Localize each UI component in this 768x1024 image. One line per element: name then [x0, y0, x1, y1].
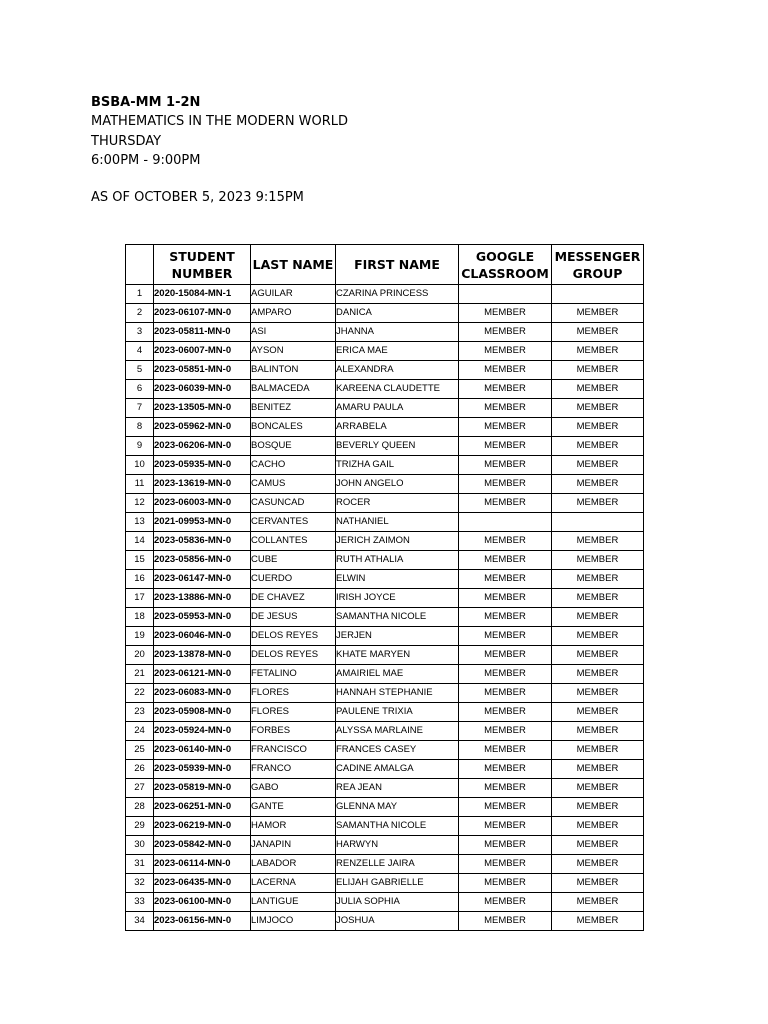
- table-row: [126, 342, 644, 361]
- messenger-group-cell: MEMBER: [552, 361, 644, 380]
- student-number-cell: 2023-06083-MN-0: [154, 684, 251, 703]
- last-name-cell: CERVANTES: [251, 513, 336, 532]
- messenger-group-cell: MEMBER: [552, 646, 644, 665]
- table-row: [126, 646, 644, 665]
- row-number: 22: [126, 684, 154, 703]
- row-number: 8: [126, 418, 154, 437]
- table-row: [126, 437, 644, 456]
- student-number-cell: 2023-06039-MN-0: [154, 380, 251, 399]
- student-number-cell: 2023-13886-MN-0: [154, 589, 251, 608]
- first-name-cell: RUTH ATHALIA: [336, 551, 459, 570]
- first-name-cell: ROCER: [336, 494, 459, 513]
- last-name-cell: CASUNCAD: [251, 494, 336, 513]
- last-name-cell: AGUILAR: [251, 285, 336, 304]
- first-name-cell: PAULENE TRIXIA: [336, 703, 459, 722]
- google-classroom-cell: MEMBER: [459, 323, 552, 342]
- last-name-cell: FLORES: [251, 684, 336, 703]
- google-classroom-cell: MEMBER: [459, 874, 552, 893]
- last-name-cell: BENITEZ: [251, 399, 336, 418]
- student-number-cell: 2023-06435-MN-0: [154, 874, 251, 893]
- google-classroom-cell: MEMBER: [459, 912, 552, 931]
- table-row: [126, 912, 644, 931]
- last-name-cell: BALINTON: [251, 361, 336, 380]
- google-classroom-cell: MEMBER: [459, 836, 552, 855]
- student-number-cell: 2023-05953-MN-0: [154, 608, 251, 627]
- row-number: 21: [126, 665, 154, 684]
- table-row: [126, 475, 644, 494]
- google-classroom-cell: [459, 285, 552, 304]
- google-classroom-cell: MEMBER: [459, 722, 552, 741]
- table-row: [126, 760, 644, 779]
- row-number: 12: [126, 494, 154, 513]
- row-number: 1: [126, 285, 154, 304]
- student-number-cell: 2023-06219-MN-0: [154, 817, 251, 836]
- row-number: 25: [126, 741, 154, 760]
- header-last-name: LAST NAME: [251, 245, 336, 285]
- section-title: BSBA-MM 1-2N: [91, 95, 201, 110]
- row-number: 27: [126, 779, 154, 798]
- google-classroom-cell: MEMBER: [459, 418, 552, 437]
- table-row: [126, 874, 644, 893]
- messenger-group-cell: MEMBER: [552, 342, 644, 361]
- first-name-cell: REA JEAN: [336, 779, 459, 798]
- last-name-cell: HAMOR: [251, 817, 336, 836]
- student-number-cell: 2020-15084-MN-1: [154, 285, 251, 304]
- messenger-group-cell: MEMBER: [552, 608, 644, 627]
- first-name-cell: JOHN ANGELO: [336, 475, 459, 494]
- table-row: [126, 589, 644, 608]
- row-number: 20: [126, 646, 154, 665]
- student-number-cell: 2023-05811-MN-0: [154, 323, 251, 342]
- last-name-cell: JANAPIN: [251, 836, 336, 855]
- student-number-cell: 2023-06156-MN-0: [154, 912, 251, 931]
- table-row: [126, 608, 644, 627]
- messenger-group-cell: MEMBER: [552, 627, 644, 646]
- google-classroom-cell: MEMBER: [459, 456, 552, 475]
- messenger-group-cell: MEMBER: [552, 703, 644, 722]
- messenger-group-cell: MEMBER: [552, 437, 644, 456]
- last-name-cell: DE JESUS: [251, 608, 336, 627]
- table-row: [126, 323, 644, 342]
- last-name-cell: AMPARO: [251, 304, 336, 323]
- first-name-cell: AMARU PAULA: [336, 399, 459, 418]
- student-number-cell: 2023-06003-MN-0: [154, 494, 251, 513]
- student-number-cell: 2023-06206-MN-0: [154, 437, 251, 456]
- google-classroom-cell: MEMBER: [459, 342, 552, 361]
- last-name-cell: CUERDO: [251, 570, 336, 589]
- student-number-cell: 2023-05935-MN-0: [154, 456, 251, 475]
- row-number: 16: [126, 570, 154, 589]
- first-name-cell: GLENNA MAY: [336, 798, 459, 817]
- row-number: 30: [126, 836, 154, 855]
- first-name-cell: IRISH JOYCE: [336, 589, 459, 608]
- table-row: [126, 741, 644, 760]
- google-classroom-cell: MEMBER: [459, 589, 552, 608]
- messenger-group-cell: MEMBER: [552, 741, 644, 760]
- last-name-cell: ASI: [251, 323, 336, 342]
- header-num: [126, 245, 154, 285]
- table-row: [126, 361, 644, 380]
- messenger-group-cell: MEMBER: [552, 874, 644, 893]
- last-name-cell: COLLANTES: [251, 532, 336, 551]
- messenger-group-cell: MEMBER: [552, 475, 644, 494]
- table-row: [126, 817, 644, 836]
- google-classroom-cell: MEMBER: [459, 665, 552, 684]
- first-name-cell: CADINE AMALGA: [336, 760, 459, 779]
- google-classroom-cell: MEMBER: [459, 893, 552, 912]
- messenger-group-cell: MEMBER: [552, 760, 644, 779]
- row-number: 34: [126, 912, 154, 931]
- table-row: [126, 380, 644, 399]
- row-number: 24: [126, 722, 154, 741]
- messenger-group-cell: MEMBER: [552, 456, 644, 475]
- table-row: [126, 304, 644, 323]
- row-number: 29: [126, 817, 154, 836]
- messenger-group-cell: MEMBER: [552, 380, 644, 399]
- google-classroom-cell: MEMBER: [459, 494, 552, 513]
- student-number-cell: 2023-05819-MN-0: [154, 779, 251, 798]
- table-row: [126, 836, 644, 855]
- last-name-cell: FRANCO: [251, 760, 336, 779]
- table-row: [126, 399, 644, 418]
- row-number: 19: [126, 627, 154, 646]
- row-number: 3: [126, 323, 154, 342]
- row-number: 13: [126, 513, 154, 532]
- messenger-group-cell: MEMBER: [552, 836, 644, 855]
- last-name-cell: LACERNA: [251, 874, 336, 893]
- last-name-cell: FORBES: [251, 722, 336, 741]
- first-name-cell: FRANCES CASEY: [336, 741, 459, 760]
- first-name-cell: ALEXANDRA: [336, 361, 459, 380]
- last-name-cell: CUBE: [251, 551, 336, 570]
- row-number: 18: [126, 608, 154, 627]
- last-name-cell: DE CHAVEZ: [251, 589, 336, 608]
- messenger-group-cell: MEMBER: [552, 722, 644, 741]
- student-number-cell: 2023-05908-MN-0: [154, 703, 251, 722]
- first-name-cell: NATHANIEL: [336, 513, 459, 532]
- messenger-group-cell: MEMBER: [552, 551, 644, 570]
- messenger-group-cell: MEMBER: [552, 684, 644, 703]
- header-messenger-group: MESSENGER GROUP: [552, 245, 644, 285]
- first-name-cell: RENZELLE JAIRA: [336, 855, 459, 874]
- row-number: 28: [126, 798, 154, 817]
- student-number-cell: 2023-06046-MN-0: [154, 627, 251, 646]
- google-classroom-cell: MEMBER: [459, 817, 552, 836]
- first-name-cell: BEVERLY QUEEN: [336, 437, 459, 456]
- last-name-cell: DELOS REYES: [251, 627, 336, 646]
- google-classroom-cell: MEMBER: [459, 551, 552, 570]
- first-name-cell: JERICH ZAIMON: [336, 532, 459, 551]
- google-classroom-cell: MEMBER: [459, 703, 552, 722]
- student-number-cell: 2023-06121-MN-0: [154, 665, 251, 684]
- first-name-cell: DANICA: [336, 304, 459, 323]
- last-name-cell: FRANCISCO: [251, 741, 336, 760]
- row-number: 33: [126, 893, 154, 912]
- row-number: 4: [126, 342, 154, 361]
- messenger-group-cell: MEMBER: [552, 304, 644, 323]
- messenger-group-cell: MEMBER: [552, 323, 644, 342]
- header-student-number: STUDENT NUMBER: [154, 245, 251, 285]
- google-classroom-cell: MEMBER: [459, 608, 552, 627]
- first-name-cell: SAMANTHA NICOLE: [336, 817, 459, 836]
- google-classroom-cell: MEMBER: [459, 570, 552, 589]
- last-name-cell: LABADOR: [251, 855, 336, 874]
- last-name-cell: GABO: [251, 779, 336, 798]
- table-row: [126, 779, 644, 798]
- table-row: [126, 665, 644, 684]
- messenger-group-cell: MEMBER: [552, 532, 644, 551]
- last-name-cell: AYSON: [251, 342, 336, 361]
- last-name-cell: BALMACEDA: [251, 380, 336, 399]
- row-number: 15: [126, 551, 154, 570]
- messenger-group-cell: [552, 513, 644, 532]
- last-name-cell: CACHO: [251, 456, 336, 475]
- first-name-cell: KHATE MARYEN: [336, 646, 459, 665]
- student-number-cell: 2023-06007-MN-0: [154, 342, 251, 361]
- last-name-cell: BONCALES: [251, 418, 336, 437]
- table-row: [126, 551, 644, 570]
- row-number: 2: [126, 304, 154, 323]
- table-row: [126, 893, 644, 912]
- header-first-name: FIRST NAME: [336, 245, 459, 285]
- student-roster-table: [125, 244, 644, 931]
- student-number-cell: 2023-06147-MN-0: [154, 570, 251, 589]
- google-classroom-cell: MEMBER: [459, 798, 552, 817]
- row-number: 5: [126, 361, 154, 380]
- table-row: [126, 570, 644, 589]
- row-number: 9: [126, 437, 154, 456]
- first-name-cell: HANNAH STEPHANIE: [336, 684, 459, 703]
- table-row: [126, 684, 644, 703]
- student-number-cell: 2023-05939-MN-0: [154, 760, 251, 779]
- row-number: 23: [126, 703, 154, 722]
- messenger-group-cell: [552, 285, 644, 304]
- messenger-group-cell: MEMBER: [552, 494, 644, 513]
- google-classroom-cell: MEMBER: [459, 380, 552, 399]
- last-name-cell: FLORES: [251, 703, 336, 722]
- student-number-cell: 2023-05856-MN-0: [154, 551, 251, 570]
- google-classroom-cell: MEMBER: [459, 475, 552, 494]
- table-row: [126, 418, 644, 437]
- last-name-cell: FETALINO: [251, 665, 336, 684]
- table-row: [126, 855, 644, 874]
- student-number-cell: 2023-06114-MN-0: [154, 855, 251, 874]
- first-name-cell: TRIZHA GAIL: [336, 456, 459, 475]
- student-number-cell: 2023-13505-MN-0: [154, 399, 251, 418]
- google-classroom-cell: MEMBER: [459, 684, 552, 703]
- messenger-group-cell: MEMBER: [552, 817, 644, 836]
- row-number: 32: [126, 874, 154, 893]
- google-classroom-cell: MEMBER: [459, 304, 552, 323]
- google-classroom-cell: MEMBER: [459, 646, 552, 665]
- student-number-cell: 2023-06107-MN-0: [154, 304, 251, 323]
- messenger-group-cell: MEMBER: [552, 570, 644, 589]
- course-title: MATHEMATICS IN THE MODERN WORLD: [91, 114, 349, 130]
- table-body: [126, 285, 644, 931]
- first-name-cell: ALYSSA MARLAINE: [336, 722, 459, 741]
- messenger-group-cell: MEMBER: [552, 855, 644, 874]
- last-name-cell: DELOS REYES: [251, 646, 336, 665]
- first-name-cell: ELIJAH GABRIELLE: [336, 874, 459, 893]
- messenger-group-cell: MEMBER: [552, 399, 644, 418]
- first-name-cell: ELWIN: [336, 570, 459, 589]
- google-classroom-cell: MEMBER: [459, 361, 552, 380]
- google-classroom-cell: [459, 513, 552, 532]
- student-number-cell: 2023-05851-MN-0: [154, 361, 251, 380]
- messenger-group-cell: MEMBER: [552, 665, 644, 684]
- messenger-group-cell: MEMBER: [552, 912, 644, 931]
- table-row: [126, 703, 644, 722]
- messenger-group-cell: MEMBER: [552, 779, 644, 798]
- row-number: 26: [126, 760, 154, 779]
- student-number-cell: 2023-05962-MN-0: [154, 418, 251, 437]
- row-number: 6: [126, 380, 154, 399]
- google-classroom-cell: MEMBER: [459, 399, 552, 418]
- messenger-group-cell: MEMBER: [552, 418, 644, 437]
- document-header: [91, 93, 348, 207]
- messenger-group-cell: MEMBER: [552, 798, 644, 817]
- student-number-cell: 2023-13878-MN-0: [154, 646, 251, 665]
- last-name-cell: CAMUS: [251, 475, 336, 494]
- last-name-cell: BOSQUE: [251, 437, 336, 456]
- google-classroom-cell: MEMBER: [459, 760, 552, 779]
- student-number-cell: 2023-05836-MN-0: [154, 532, 251, 551]
- student-number-cell: 2021-09953-MN-0: [154, 513, 251, 532]
- first-name-cell: SAMANTHA NICOLE: [336, 608, 459, 627]
- google-classroom-cell: MEMBER: [459, 627, 552, 646]
- table-header-row: [126, 245, 644, 285]
- student-number-cell: 2023-06140-MN-0: [154, 741, 251, 760]
- last-name-cell: GANTE: [251, 798, 336, 817]
- class-time: 6:00PM - 9:00PM: [91, 152, 201, 168]
- table-row: [126, 456, 644, 475]
- student-number-cell: 2023-13619-MN-0: [154, 475, 251, 494]
- first-name-cell: JERJEN: [336, 627, 459, 646]
- first-name-cell: ARRABELA: [336, 418, 459, 437]
- student-number-cell: 2023-06251-MN-0: [154, 798, 251, 817]
- messenger-group-cell: MEMBER: [552, 589, 644, 608]
- messenger-group-cell: MEMBER: [552, 893, 644, 912]
- row-number: 31: [126, 855, 154, 874]
- google-classroom-cell: MEMBER: [459, 532, 552, 551]
- first-name-cell: JHANNA: [336, 323, 459, 342]
- google-classroom-cell: MEMBER: [459, 779, 552, 798]
- table-row: [126, 513, 644, 532]
- table-row: [126, 722, 644, 741]
- first-name-cell: AMAIRIEL MAE: [336, 665, 459, 684]
- row-number: 10: [126, 456, 154, 475]
- first-name-cell: JULIA SOPHIA: [336, 893, 459, 912]
- student-number-cell: 2023-05842-MN-0: [154, 836, 251, 855]
- class-day: THURSDAY: [91, 133, 162, 149]
- table-row: [126, 285, 644, 304]
- table-row: [126, 798, 644, 817]
- student-number-cell: 2023-06100-MN-0: [154, 893, 251, 912]
- student-number-cell: 2023-05924-MN-0: [154, 722, 251, 741]
- row-number: 11: [126, 475, 154, 494]
- table-row: [126, 532, 644, 551]
- row-number: 7: [126, 399, 154, 418]
- table-row: [126, 494, 644, 513]
- first-name-cell: HARWYN: [336, 836, 459, 855]
- as-of-date: AS OF OCTOBER 5, 2023 9:15PM: [91, 190, 304, 206]
- table-row: [126, 627, 644, 646]
- first-name-cell: CZARINA PRINCESS: [336, 285, 459, 304]
- first-name-cell: KAREENA CLAUDETTE: [336, 380, 459, 399]
- last-name-cell: LANTIGUE: [251, 893, 336, 912]
- header-google-classroom: GOOGLE CLASSROOM: [459, 245, 552, 285]
- first-name-cell: ERICA MAE: [336, 342, 459, 361]
- last-name-cell: LIMJOCO: [251, 912, 336, 931]
- google-classroom-cell: MEMBER: [459, 741, 552, 760]
- row-number: 17: [126, 589, 154, 608]
- row-number: 14: [126, 532, 154, 551]
- google-classroom-cell: MEMBER: [459, 437, 552, 456]
- google-classroom-cell: MEMBER: [459, 855, 552, 874]
- first-name-cell: JOSHUA: [336, 912, 459, 931]
